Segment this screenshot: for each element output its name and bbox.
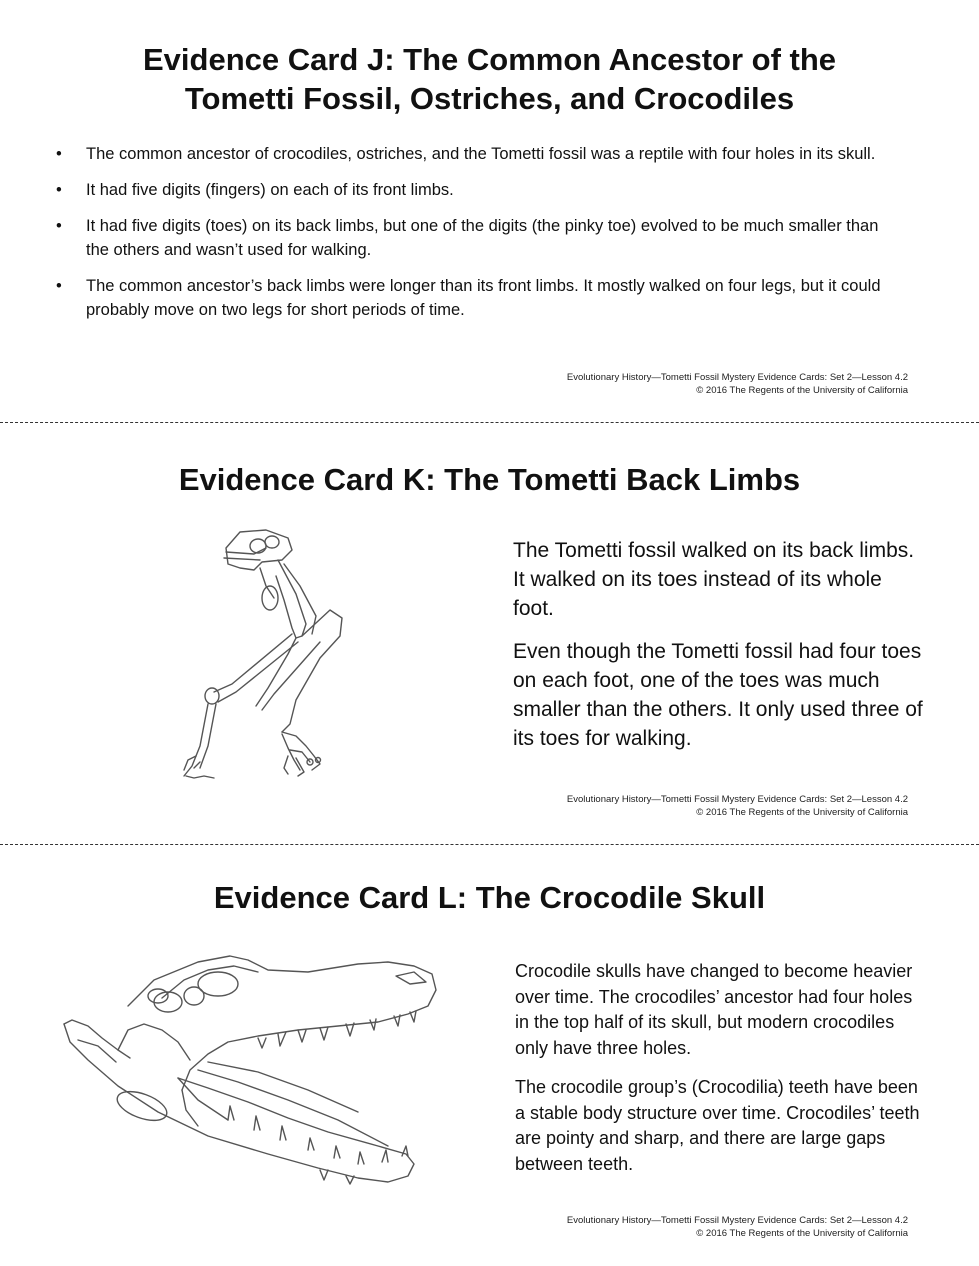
card-j-title-line2: Tometti Fossil, Ostriches, and Crocodiles <box>184 81 795 116</box>
card-l-text <box>515 959 920 1191</box>
list-item <box>56 214 886 262</box>
copyright-line: © 2016 The Regents of the University of California <box>696 807 908 818</box>
copyright-line: © 2016 The Regents of the University of California <box>696 385 908 396</box>
tometti-back-limb-skeleton-icon <box>170 524 360 784</box>
bullet-icon: • <box>56 181 62 199</box>
card-k-footer <box>567 793 908 819</box>
card-j-bullet-list <box>56 142 886 334</box>
card-k-paragraph: The Tometti fossil walked on its back limbs. It walked on its toes instead of its whole foot. <box>513 539 915 620</box>
cut-line-2 <box>0 844 979 845</box>
bullet-text: The common ancestor’s back limbs were longer than its front limbs. It mostly walked on four legs, but it could probably move on two legs for short periods of time. <box>86 277 881 319</box>
footer-line: Evolutionary History—Tometti Fossil Mystery Evidence Cards: Set 2—Lesson 4.2 <box>566 1215 908 1226</box>
bullet-icon: • <box>56 277 62 295</box>
footer-line: Evolutionary History—Tometti Fossil Mystery Evidence Cards: Set 2—Lesson 4.2 <box>566 794 908 805</box>
card-l-footer <box>567 1214 908 1240</box>
evidence-card-j <box>0 0 979 422</box>
card-j-footer <box>567 371 908 397</box>
evidence-card-l <box>0 846 979 1266</box>
bullet-text: It had five digits (fingers) on each of its front limbs. <box>86 181 454 199</box>
card-l-title: Evidence Card L: The Crocodile Skull <box>213 880 766 915</box>
copyright-line: © 2016 The Regents of the University of California <box>696 1228 908 1239</box>
card-k-text <box>513 536 923 767</box>
card-k-paragraph: Even though the Tometti fossil had four toes on each foot, one of the toes was much smaller than the others. It only used three of its toes for walking. <box>513 640 923 750</box>
list-item <box>56 142 886 166</box>
evidence-card-k <box>0 424 979 844</box>
card-j-title-line1: Evidence Card J: The Common Ancestor of the <box>142 42 837 77</box>
card-l-paragraph: Crocodile skulls have changed to become heavier over time. The crocodiles’ ancestor had four holes in the top half of its skull, but modern crocodiles only have three holes. <box>515 961 913 1058</box>
card-j-title <box>0 40 979 118</box>
bullet-icon: • <box>56 145 62 163</box>
card-k-title: Evidence Card K: The Tometti Back Limbs <box>178 462 801 497</box>
crocodile-skull-icon <box>58 950 442 1190</box>
bullet-text: It had five digits (toes) on its back limbs, but one of the digits (the pinky toe) evolved to be much smaller than the others and wasn’t used for walking. <box>86 217 879 259</box>
bullet-icon: • <box>56 217 62 235</box>
list-item <box>56 178 886 202</box>
cut-line-1 <box>0 422 979 423</box>
list-item <box>56 274 886 322</box>
card-l-paragraph: The crocodile group’s (Crocodilia) teeth have been a stable body structure over time. Crocodiles’ teeth are pointy and sharp, and there are large gaps between teeth. <box>515 1077 920 1174</box>
footer-line: Evolutionary History—Tometti Fossil Mystery Evidence Cards: Set 2—Lesson 4.2 <box>566 372 908 383</box>
bullet-text: The common ancestor of crocodiles, ostriches, and the Tometti fossil was a reptile with four holes in its skull. <box>86 145 876 163</box>
